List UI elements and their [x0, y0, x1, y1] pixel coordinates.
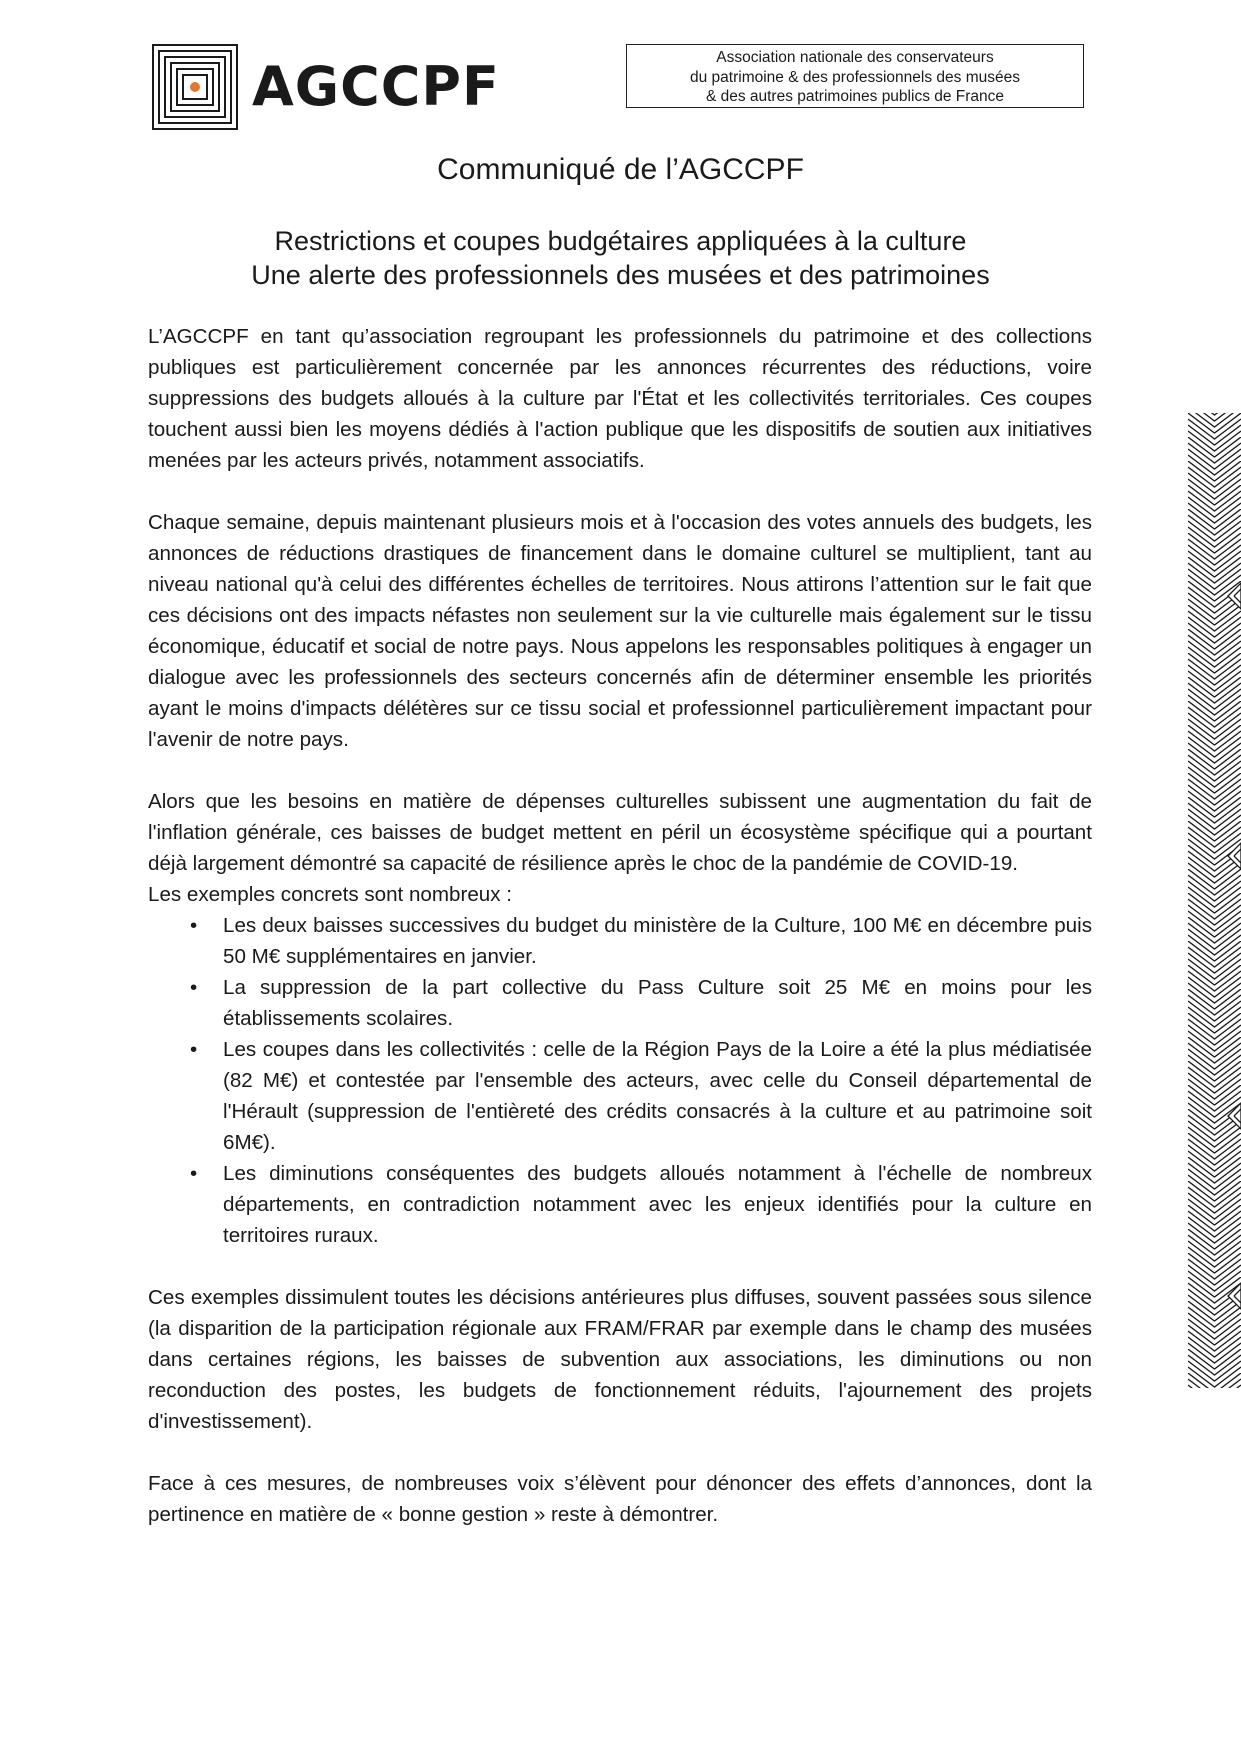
subtitle-line: Une alerte des professionnels des musées et des patrimoines [251, 260, 990, 290]
association-line: & des autres patrimoines publics de France [705, 88, 1005, 105]
bullet-icon: • [190, 1162, 198, 1185]
agccpf-logo [152, 44, 502, 130]
list-item [148, 972, 1092, 1034]
bullet-icon: • [190, 1038, 198, 1061]
bullet-icon: • [190, 976, 198, 999]
association-line: Association nationale des conservateurs [716, 49, 994, 66]
decorative-zigzag-pattern-icon [1188, 413, 1241, 1388]
document-subtitle [0, 224, 1241, 292]
press-release-body [148, 321, 1092, 1530]
paragraph: Alors que les besoins en matière de dépenses culturelles subissent une augmentation du fait de l'inflation générale, ces baisses de budget mettent en péril un écosystème spécifique qui a pourtant déjà largement démontré sa capacité de résilience après le choc de la pandémie de COVID-19. [148, 790, 1092, 875]
list-item [148, 1158, 1092, 1251]
list-item-text: Les coupes dans les collectivités : celle de la Région Pays de la Loire a été la plus médiatisée (82 M€) et contestée par l'ensemble des acteurs, avec celle du Conseil départemental de l'Hérault (suppression de l'entièreté des crédits consacrés à la culture et au patrimoine soit 6M€). [223, 1038, 1092, 1154]
list-item-text: La suppression de la part collective du Pass Culture soit 25 M€ en moins pour les établissements scolaires. [223, 976, 1092, 1030]
list-item-text: Les diminutions conséquentes des budgets alloués notamment à l'échelle de nombreux départements, en contradiction notamment avec les enjeux identifiés pour la culture en territoires ruraux. [223, 1162, 1092, 1247]
examples-list [148, 910, 1092, 1251]
document-title: Communiqué de l’AGCCPF [437, 153, 804, 186]
association-name-box [626, 44, 1084, 108]
paragraph: Ces exemples dissimulent toutes les décisions antérieures plus diffuses, souvent passées sous silence (la disparition de la participation régionale aux FRAM/FRAR par exemple dans le champ des musées dans certaines régions, les baisses de subvention aux associations, les diminutions ou non reconduction des postes, les budgets de fonctionnement réduits, l'ajournement des projets d'investissement). [148, 1286, 1092, 1433]
subtitle-line: Restrictions et coupes budgétaires appliquées à la culture [274, 226, 967, 256]
list-item [148, 1034, 1092, 1158]
concentric-squares-logo-icon [152, 44, 238, 130]
list-item-text: Les deux baisses successives du budget du ministère de la Culture, 100 M€ en décembre puis 50 M€ supplémentaires en janvier. [223, 914, 1092, 968]
paragraph: L’AGCCPF en tant qu’association regroupant les professionnels du patrimoine et des collections publiques est particulièrement concernée par les annonces récurrentes des réductions, voire suppressions des budgets alloués à la culture par l'État et les collectivités territoriales. Ces coupes touchent aussi bien les moyens dédiés à l'action publique que les dispositifs de soutien aux initiatives menées par les acteurs privés, notamment associatifs. [148, 325, 1092, 472]
list-item [148, 910, 1092, 972]
association-line: du patrimoine & des professionnels des musées [690, 68, 1020, 86]
logo-wordmark: AGCCPF [252, 55, 500, 118]
bullet-icon: • [190, 914, 198, 937]
paragraph: Face à ces mesures, de nombreuses voix s’élèvent pour dénoncer des effets d’annonces, dont la pertinence en matière de « bonne gestion » reste à démontrer. [148, 1472, 1092, 1526]
paragraph: Chaque semaine, depuis maintenant plusieurs mois et à l'occasion des votes annuels des budgets, les annonces de réductions drastiques de financement dans le domaine culturel se multiplient, tant au niveau national qu'à celui des différentes échelles de territoires. Nous attirons l’attention sur le fait que ces décisions ont des impacts néfastes non seulement sur la vie culturelle mais également sur le tissu économique, éducatif et social de notre pays. Nous appelons les responsables politiques à engager un dialogue avec les professionnels des secteurs concernés afin de déterminer ensemble les priorités ayant le moins d'impacts délétères sur ce tissu social et professionnel particulièrement impactant pour l'avenir de notre pays. [148, 511, 1092, 751]
paragraph: Les exemples concrets sont nombreux : [148, 883, 513, 906]
